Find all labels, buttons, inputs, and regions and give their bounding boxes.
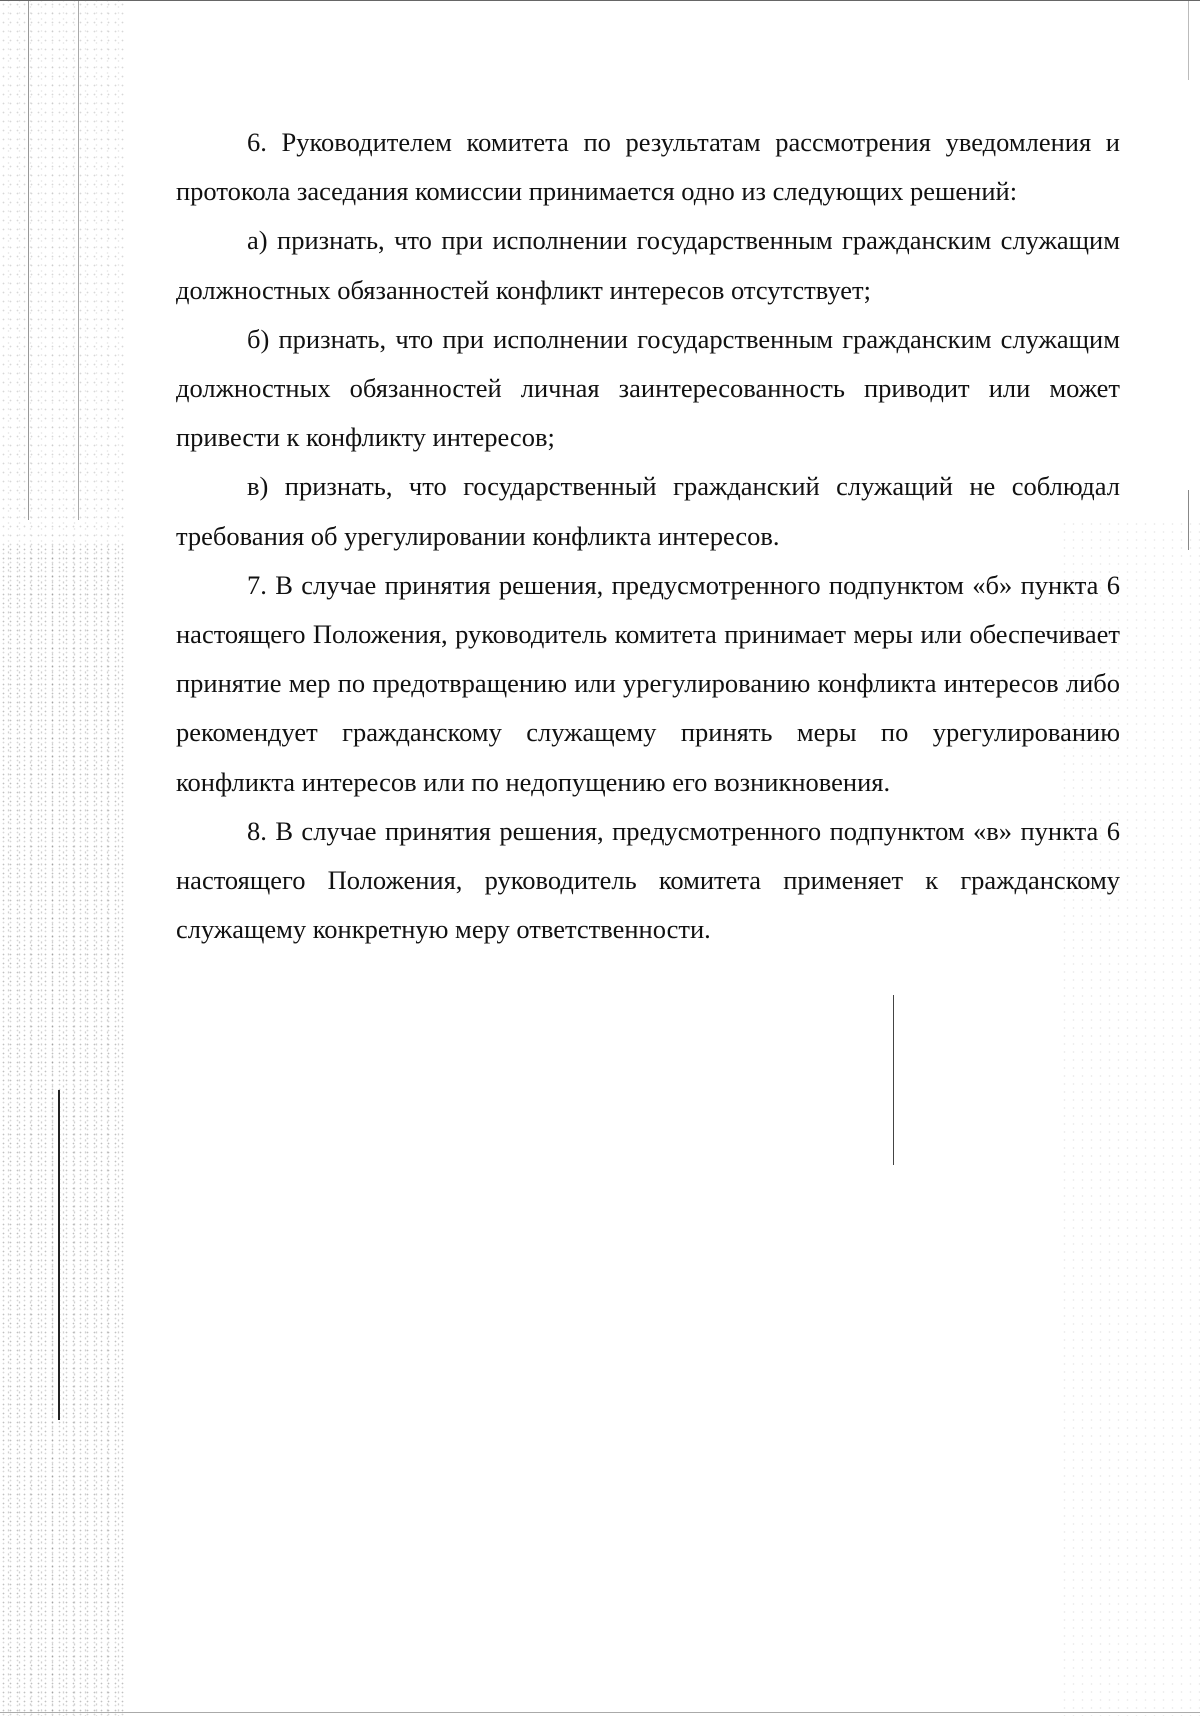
paragraph-6b: б) признать, что при исполнении государственным гражданским служащим должностных обязанностей личная заинтересованность приводит или может привести к конфликту интересов; — [176, 323, 1120, 453]
paragraph-7: 7. В случае принятия решения, предусмотренного подпунктом «б» пункта 6 настоящего Положения, руководитель комитета принимает меры или обеспечивает принятие мер по предотвращению или урегулированию конфликта интересов либо рекомендует гражданскому служащему принять меры по урегулированию конфликта интересов или по недопущению его возникновения. — [176, 569, 1120, 797]
scan-artifact-line — [1188, 0, 1189, 80]
paragraph-6: 6. Руководителем комитета по результатам рассмотрения уведомления и протокола заседания комиссии принимается одно из следующих решений: — [176, 127, 1120, 207]
document-body — [176, 118, 1120, 954]
scan-noise-left-dense — [0, 545, 125, 1716]
scan-artifact-line — [0, 1712, 1200, 1713]
scan-artifact-line — [1188, 490, 1189, 550]
scan-artifact-line — [58, 1090, 60, 1420]
scan-artifact-line — [0, 0, 1200, 1]
paragraph-8: 8. В случае принятия решения, предусмотренного подпунктом «в» пункта 6 настоящего Положения, руководитель комитета применяет к гражданскому служащему конкретную меру ответственности. — [176, 815, 1120, 945]
paragraph-6v: в) признать, что государственный гражданский служащий не соблюдал требования об урегулировании конфликта интересов. — [176, 471, 1120, 551]
paragraph-6a: а) признать, что при исполнении государственным гражданским служащим должностных обязанностей конфликт интересов отсутствует; — [176, 225, 1120, 305]
scan-artifact-line — [28, 0, 29, 520]
scan-artifact-line — [78, 0, 79, 520]
scan-artifact-line — [893, 995, 894, 1165]
